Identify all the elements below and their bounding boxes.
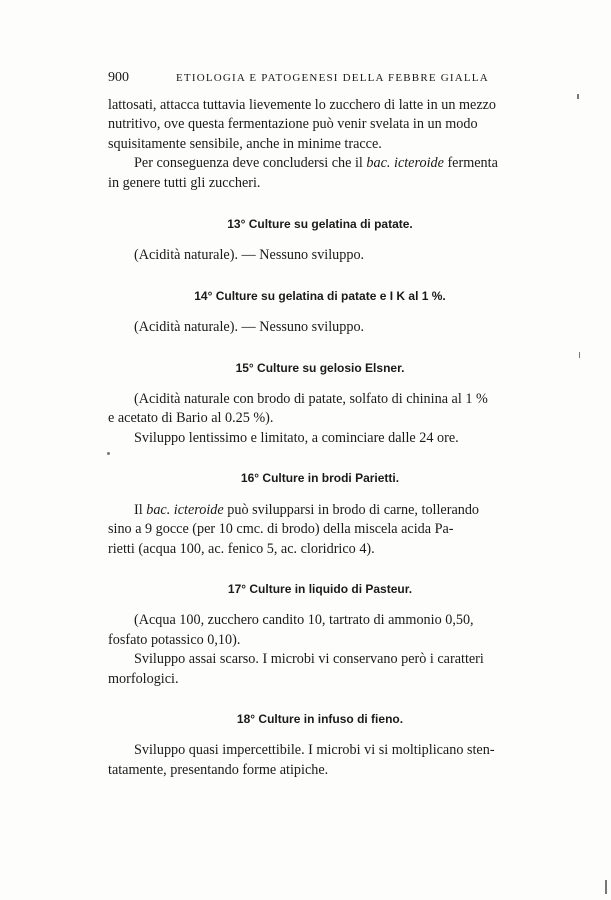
text-run: Il: [134, 501, 147, 518]
page-header: [108, 68, 533, 88]
section-15-paragraph-2: Sviluppo lentissimo e limitato, a cominciare dalle 24 ore.: [134, 429, 459, 446]
section-14-text: (Acidità naturale). — Nessuno sviluppo.: [134, 319, 365, 336]
text-line: morfologici.: [108, 670, 179, 687]
section-heading-14: 14° Culture su gelatina di patate e I K al 1 %.: [194, 288, 446, 303]
italic-term: bac. icteroide: [366, 155, 444, 172]
section-15-paragraph-1: [108, 390, 532, 429]
text-line: (Acidità naturale con brodo di patate, solfato di chinina al 1 %: [134, 391, 488, 408]
section-18-paragraph: [108, 741, 532, 780]
text-line: tatamente, presentando forme atipiche.: [108, 761, 329, 778]
running-title: ETIOLOGIA E PATOGENESI DELLA FEBBRE GIALLA: [176, 72, 489, 84]
text-line: e acetato di Bario al 0.25 %).: [108, 410, 274, 427]
text-line: sino a 9 gocce (per 10 cmc. di brodo) della miscela acida Pa-: [108, 521, 454, 538]
text-run: Per conseguenza deve concludersi che il: [134, 155, 367, 172]
italic-term: bac. icteroide: [146, 501, 224, 518]
text-line: fosfato potassico 0,10).: [108, 631, 241, 648]
text-line: (Acqua 100, zucchero candito 10, tartrato di ammonio 0,50,: [134, 612, 474, 629]
section-13-text: (Acidità naturale). — Nessuno sviluppo.: [134, 247, 365, 264]
scan-speck: [579, 352, 580, 358]
text-line: squisitamente sensibile, anche in minime tracce.: [108, 135, 382, 152]
section-heading-13: 13° Culture su gelatina di patate.: [227, 217, 413, 232]
section-heading-15: 15° Culture su gelosio Elsner.: [235, 360, 405, 375]
section-16-paragraph: [108, 501, 532, 559]
scan-speck: [107, 452, 110, 455]
text-run: può svilupparsi in brodo di carne, tollerando: [223, 501, 480, 518]
text-line: in genere tutti gli zuccheri.: [108, 174, 261, 191]
text-line: lattosati, attacca tuttavia lievemente lo zucchero di latte in un mezzo: [108, 97, 497, 113]
section-heading-16: 16° Culture in brodi Parietti.: [240, 471, 400, 486]
section-heading-17: 17° Culture in liquido di Pasteur.: [227, 581, 413, 596]
intro-paragraph: [108, 96, 532, 154]
conclusion-paragraph: [108, 154, 532, 193]
text-run: fermenta: [443, 155, 498, 172]
scan-speck: [577, 94, 579, 99]
section-17-paragraph-2: [108, 650, 532, 689]
text-line: nutritivo, ove questa fermentazione può venir svelata in un modo: [108, 116, 478, 133]
text-line: Sviluppo quasi impercettibile. I microbi vi si moltiplicano sten-: [134, 742, 495, 759]
text-line: rietti (acqua 100, ac. fenico 5, ac. cloridrico 4).: [108, 540, 375, 557]
section-17-paragraph-1: [108, 611, 532, 650]
text-line: Sviluppo assai scarso. I microbi vi conservano però i caratteri: [134, 651, 484, 668]
page-number: 900: [108, 70, 129, 85]
section-heading-18: 18° Culture in infuso di fieno.: [236, 711, 404, 726]
scan-edge-mark: [605, 880, 607, 894]
page-body: [108, 96, 532, 780]
